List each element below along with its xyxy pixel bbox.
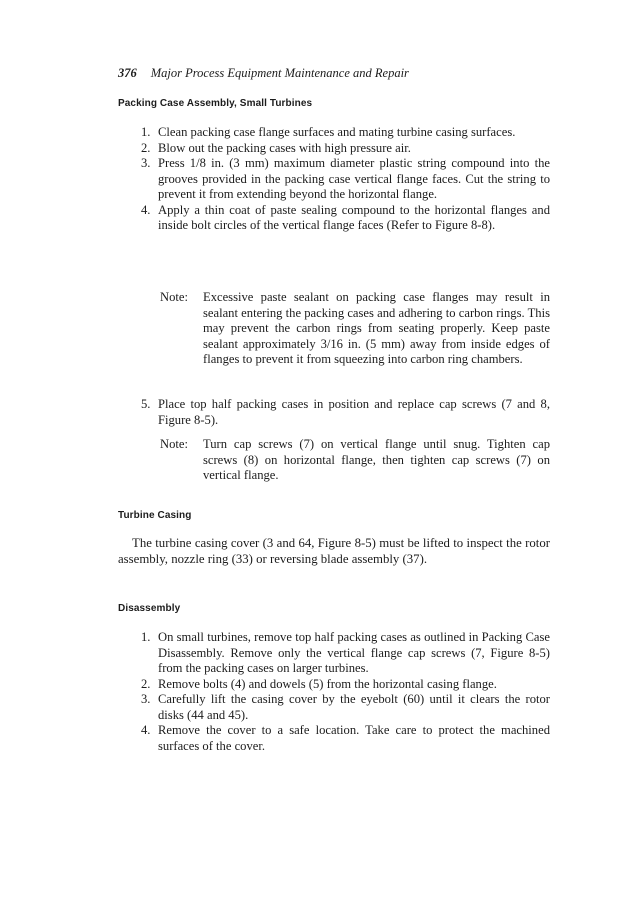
item-text: Remove the cover to a safe location. Take care to protect the machined surfaces of the cover. [158,723,550,753]
list-item [118,141,550,157]
running-title: Major Process Equipment Maintenance and Repair [150,66,409,80]
running-header [118,66,409,81]
item-number: 3. [141,692,151,706]
list-item [118,397,550,428]
item-text: Carefully lift the casing cover by the eyebolt (60) until it clears the rotor disks (44 and 45). [158,692,550,722]
section-heading-turbine-casing: Turbine Casing [118,510,192,521]
item-number: 5. [141,397,151,411]
list-item [118,723,550,754]
item-number: 2. [141,140,151,155]
item-text: Apply a thin coat of paste sealing compound to the horizontal flanges and inside bolt circles of the vertical flange faces (Refer to Figure 8-8). [158,202,550,232]
note-cap-screws [160,437,550,484]
list-item [118,630,550,677]
item-number: 4. [141,723,151,737]
note-label: Note: [160,437,188,451]
note-paste-sealant [160,290,550,368]
packing-assembly-step-5 [118,397,550,428]
disassembly-steps [118,630,550,754]
item-number: 1. [141,630,151,644]
list-item [118,203,550,234]
item-text: Clean packing case flange surfaces and mating turbine casing surfaces. [158,125,516,139]
list-item [118,692,550,723]
item-text: On small turbines, remove top half packing cases as outlined in Packing Case Disassembly. Remove only the vertical flange cap screws (7, Figure 8-5) from the packing cases on larger turbines. [158,630,550,675]
note-text: Turn cap screws (7) on vertical flange until snug. Tighten cap screws (8) on horizontal flange, then tighten cap screws (7) on vertical flange. [203,437,550,482]
list-item [118,125,550,141]
section-heading-disassembly: Disassembly [118,603,181,614]
list-item [118,677,550,693]
item-number: 4. [141,202,151,217]
section-heading-packing-case-assembly: Packing Case Assembly, Small Turbines [118,98,313,109]
note-text: Excessive paste sealant on packing case flanges may result in sealant entering the packing cases and adhering to carbon rings. This may prevent the carbon rings from seating properly. Keep paste sealant approximately 3/16 in. (5 mm) away from inside edges of flanges to prevent it from squeezing into carbon ring chambers. [203,290,550,366]
item-number: 2. [141,676,151,691]
item-text: Press 1/8 in. (3 mm) maximum diameter plastic string compound into the grooves provided in the packing case vertical flange faces. Cut the string to prevent it from extending beyond the horizontal flange. [158,156,550,201]
note-label: Note: [160,290,188,304]
page-number: 376 [118,66,137,80]
packing-assembly-steps [118,125,550,234]
item-text: Blow out the packing cases with high pressure air. [158,140,411,155]
list-item [118,156,550,203]
item-text: Remove bolts (4) and dowels (5) from the horizontal casing flange. [158,676,497,691]
item-text: Place top half packing cases in position and replace cap screws (7 and 8, Figure 8-5). [158,397,550,427]
turbine-casing-paragraph: The turbine casing cover (3 and 64, Figure 8-5) must be lifted to inspect the rotor assembly, nozzle ring (33) or reversing blade assembly (37). [118,536,550,566]
item-number: 1. [141,125,151,139]
item-number: 3. [141,156,151,170]
